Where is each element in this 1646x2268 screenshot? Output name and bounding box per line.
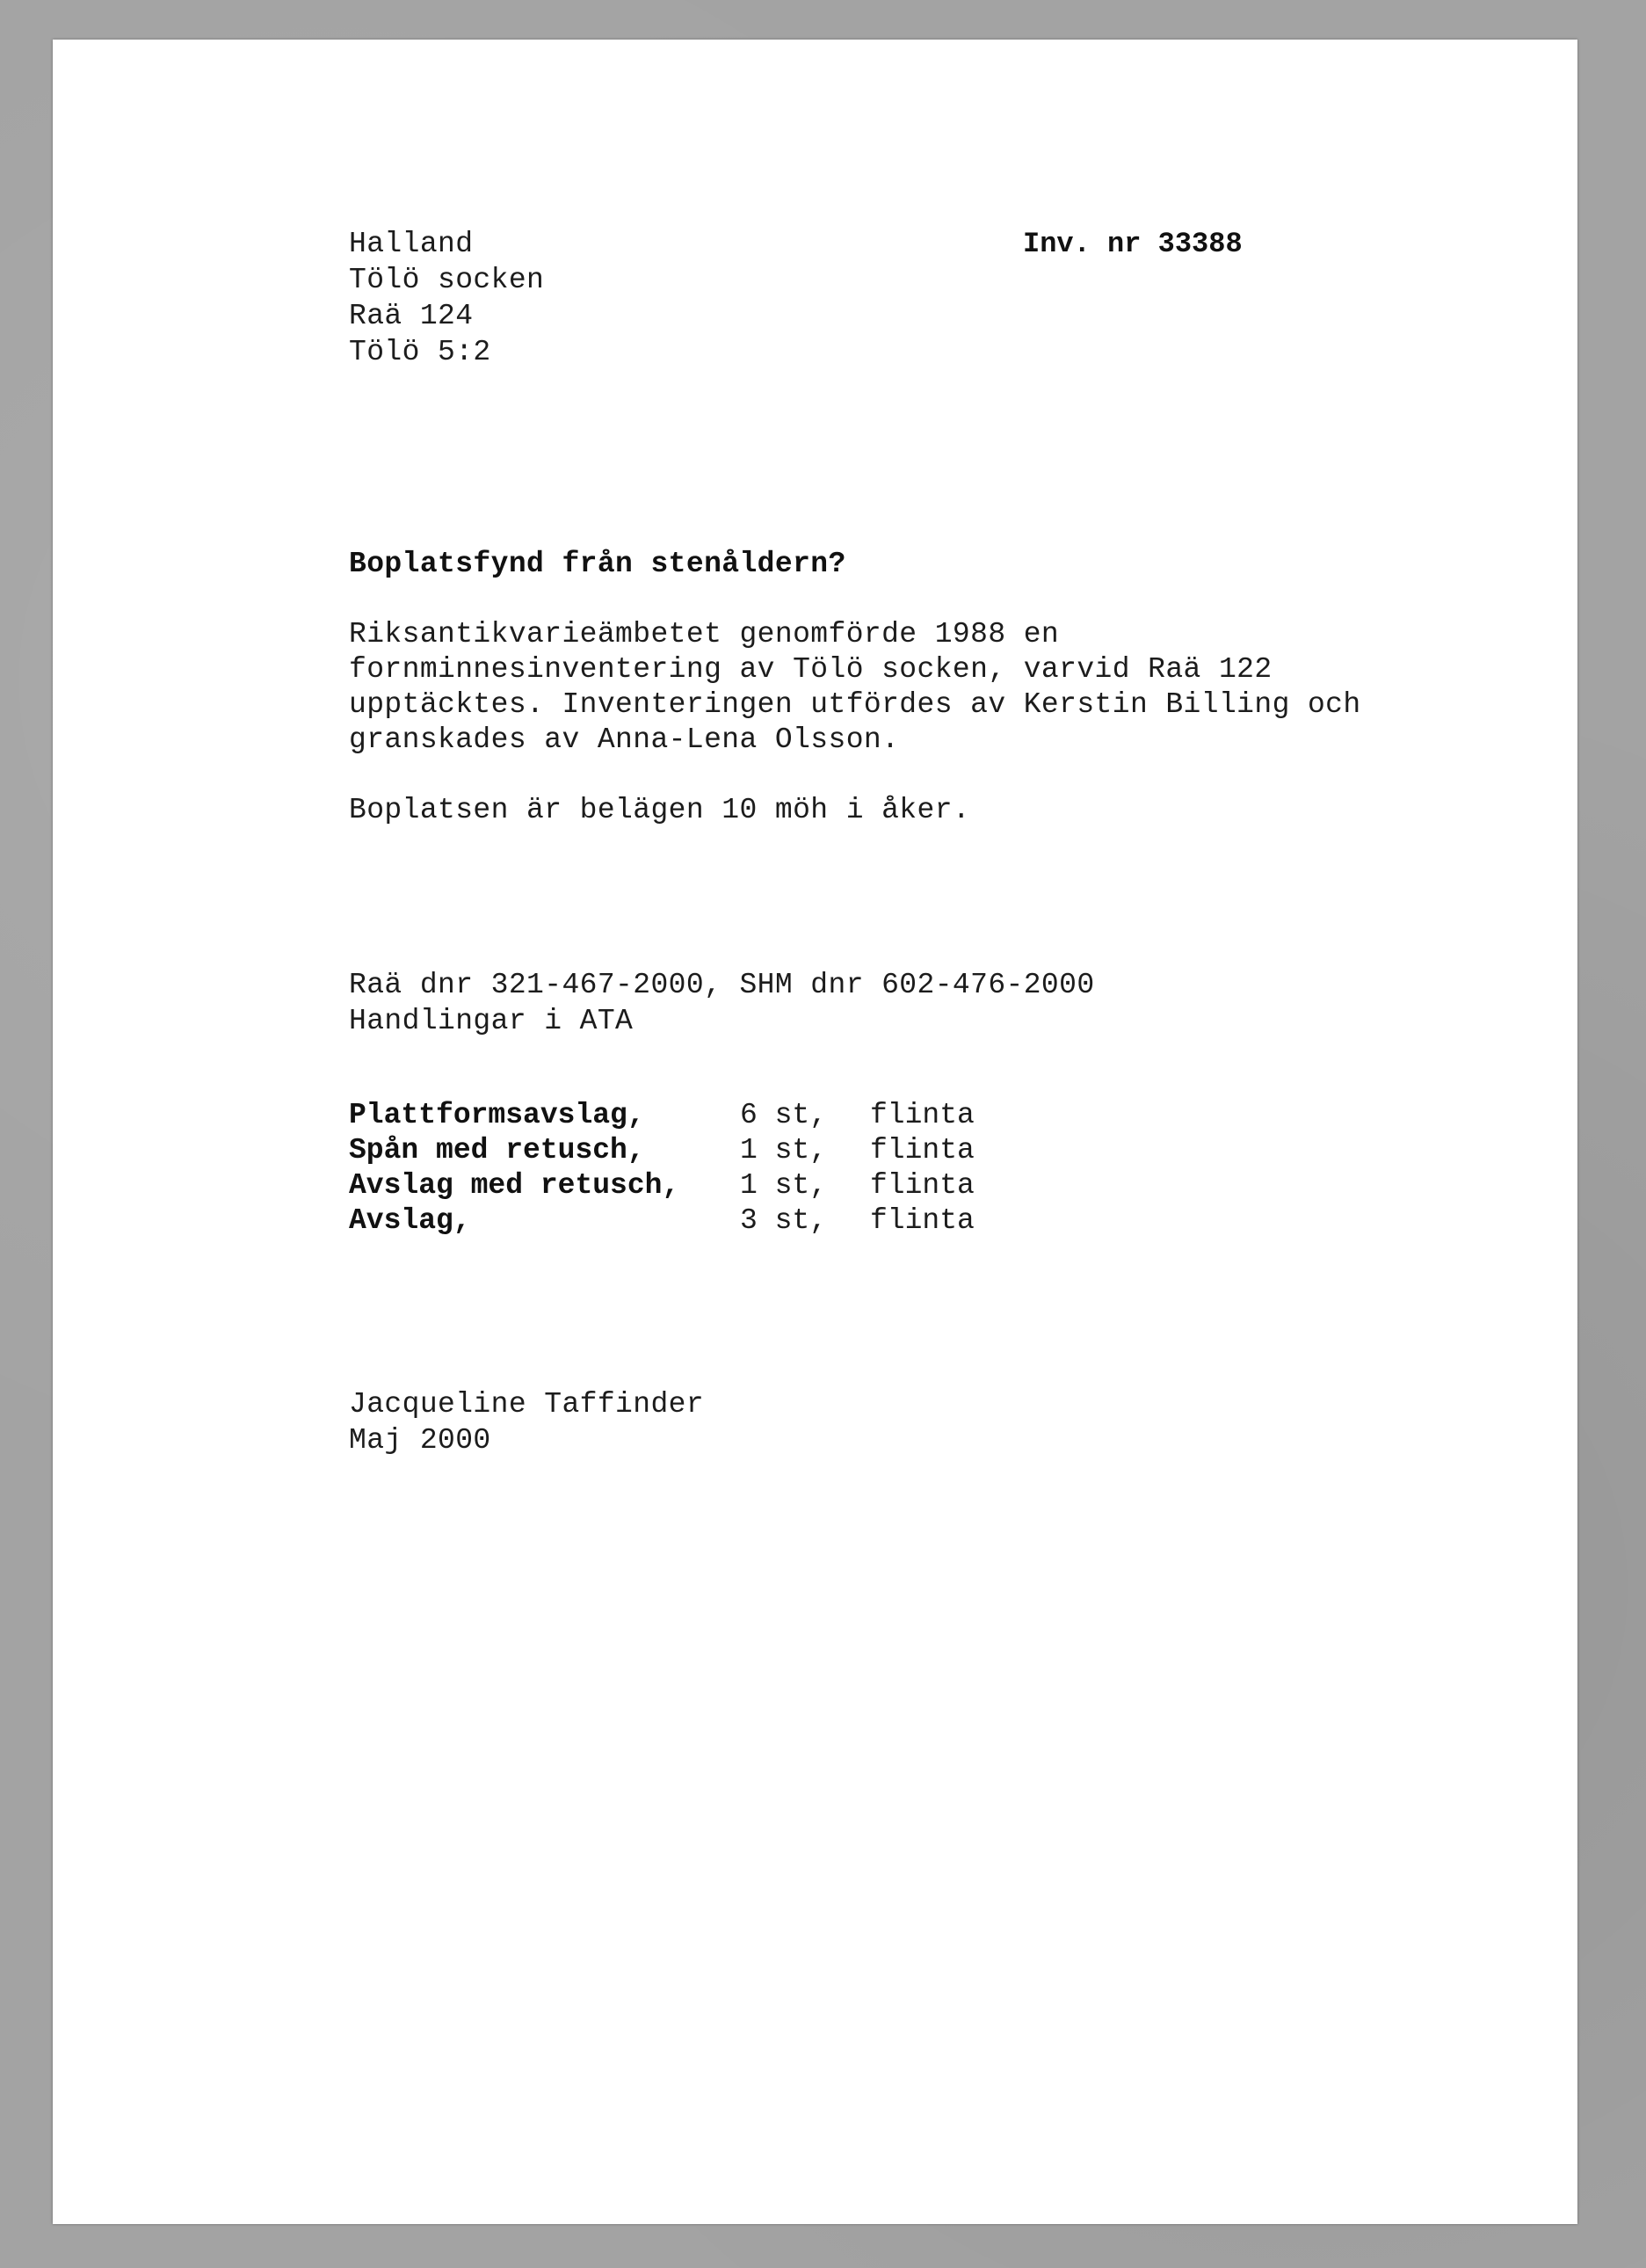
find-material: flinta [870,1204,975,1237]
find-material: flinta [870,1169,975,1202]
body-line: upptäcktes. Inventeringen utfördes av Kerstin Billing och [349,688,1361,721]
document-date: Maj 2000 [349,1424,491,1457]
body-line: Riksantikvarieämbetet genomförde 1988 en [349,618,1060,651]
body-line: fornminnesinventering av Tölö socken, varvid Raä 122 [349,653,1273,686]
body-line: granskades av Anna-Lena Olsson. [349,723,900,756]
find-row [349,1203,1228,1239]
reference-line: Raä dnr 321-467-2000, SHM dnr 602-476-2000 [349,969,1095,1001]
inventory-number: Inv. nr 33388 [1023,228,1243,260]
author-name: Jacqueline Taffinder [349,1388,705,1421]
find-quantity: 3 st, [740,1204,828,1237]
find-row [349,1133,1228,1168]
find-quantity: 6 st, [740,1099,828,1131]
find-row [349,1098,1228,1133]
find-material: flinta [870,1134,975,1167]
parish-line: Tölö socken [349,264,545,296]
find-material: flinta [870,1099,975,1131]
document-heading: Boplatsfynd från stenåldern? [349,548,846,580]
find-quantity: 1 st, [740,1169,828,1202]
property-line: Tölö 5:2 [349,336,491,368]
find-name: Plattformsavslag, [349,1099,645,1131]
raa-number-line: Raä 124 [349,300,474,332]
reference-line: Handlingar i ATA [349,1005,634,1037]
find-name: Spån med retusch, [349,1134,645,1167]
location-note: Boplatsen är belägen 10 möh i åker. [349,794,971,826]
county-line: Halland [349,228,474,260]
find-name: Avslag, [349,1204,471,1237]
find-row [349,1168,1228,1203]
find-quantity: 1 st, [740,1134,828,1167]
find-name: Avslag med retusch, [349,1169,680,1202]
